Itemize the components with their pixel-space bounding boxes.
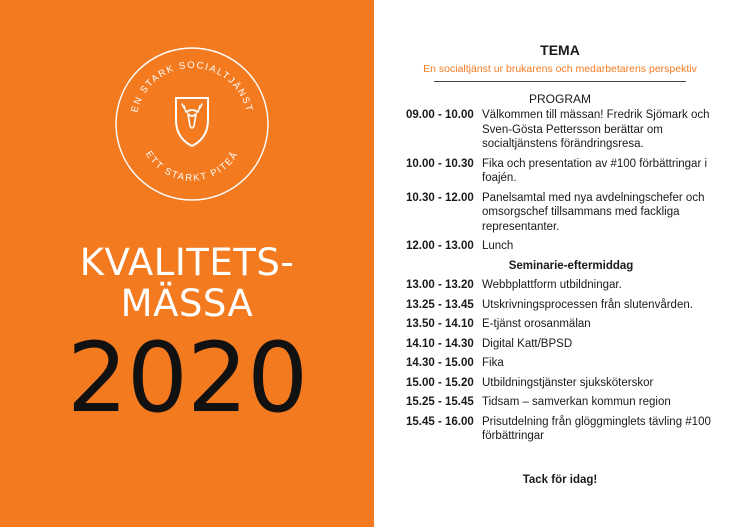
schedule-time: 10.00 - 10.30 — [406, 157, 474, 170]
schedule-time: 13.25 - 13.45 — [406, 298, 474, 311]
schedule-time: 13.00 - 13.20 — [406, 279, 474, 291]
emblem-logo — [114, 46, 270, 202]
schedule-desc: Fika och presentation av #100 förbättringar i foajén. — [482, 157, 708, 184]
svg-text:ETT STARKT PITEÅ — [143, 149, 241, 184]
schedule-time: 12.00 - 13.00 — [406, 240, 474, 252]
schedule-row — [406, 415, 736, 444]
program-heading: PROGRAM — [528, 92, 591, 106]
divider — [434, 81, 686, 82]
schedule-desc: Tidsam – samverkan kommun region — [482, 396, 671, 408]
reindeer-shield-icon — [176, 98, 208, 146]
schedule-row — [406, 239, 736, 254]
schedule-desc: Utskrivningsprocessen från slutenvården. — [482, 298, 693, 311]
svg-text:EN STARK SOCIALTJÄNST — [129, 60, 254, 114]
schedule-time: 13.50 - 14.10 — [406, 318, 474, 330]
schedule — [406, 108, 736, 449]
schedule-time: 09.00 - 10.00 — [406, 109, 474, 121]
schedule-row — [406, 278, 736, 293]
program-panel — [374, 0, 746, 527]
schedule-row — [406, 298, 736, 313]
schedule-row — [406, 356, 736, 371]
schedule-desc: Prisutdelning från glöggminglets tävling #100 förbättringar — [482, 415, 711, 442]
schedule-desc: Välkommen till mässan! Fredrik Sjömark och Sven-Gösta Pettersson berättar om socialtjänstens förändringsresa. — [482, 109, 710, 150]
schedule-time: 15.25 - 15.45 — [406, 396, 474, 408]
title-line-1: KVALITETS- — [79, 241, 295, 284]
schedule-time: 14.10 - 14.30 — [406, 337, 474, 350]
schedule-desc: Fika — [482, 357, 504, 369]
schedule-row — [406, 108, 736, 152]
seminar-heading: Seminarie-eftermiddag — [508, 259, 634, 272]
schedule-row — [406, 395, 736, 410]
schedule-desc: E-tjänst orosanmälan — [482, 318, 591, 330]
schedule-desc: Lunch — [482, 240, 514, 252]
ring-top-text: EN STARK SOCIALTJÄNST — [129, 59, 255, 114]
schedule-row — [406, 317, 736, 332]
schedule-row — [406, 157, 736, 186]
schedule-row — [406, 337, 736, 352]
schedule-desc: Utbildningstjänster sjuksköterskor — [482, 376, 654, 389]
schedule-desc: Digital Katt/BPSD — [482, 337, 573, 350]
title-line-2: MÄSSA — [120, 282, 254, 325]
tema-heading: TEMA — [540, 42, 580, 58]
schedule-time: 14.30 - 15.00 — [406, 357, 474, 369]
schedule-row — [406, 376, 736, 391]
ring-bottom-text: ETT STARKT PITEÅ — [142, 149, 242, 184]
year-heading: 2020 — [66, 322, 308, 434]
schedule-desc: Panelsamtal med nya avdelningschefer och omsorgschef tillsammans med fackliga representanter. — [482, 191, 705, 233]
tema-subtitle: En socialtjänst ur brukarens och medarbetarens perspektiv — [423, 63, 697, 75]
schedule-time: 15.45 - 16.00 — [406, 415, 474, 428]
schedule-row — [406, 191, 736, 235]
thanks-text: Tack för idag! — [522, 474, 598, 486]
schedule-time: 10.30 - 12.00 — [406, 191, 474, 204]
schedule-time: 15.00 - 15.20 — [406, 376, 474, 389]
schedule-desc: Webbplattform utbildningar. — [482, 279, 622, 291]
